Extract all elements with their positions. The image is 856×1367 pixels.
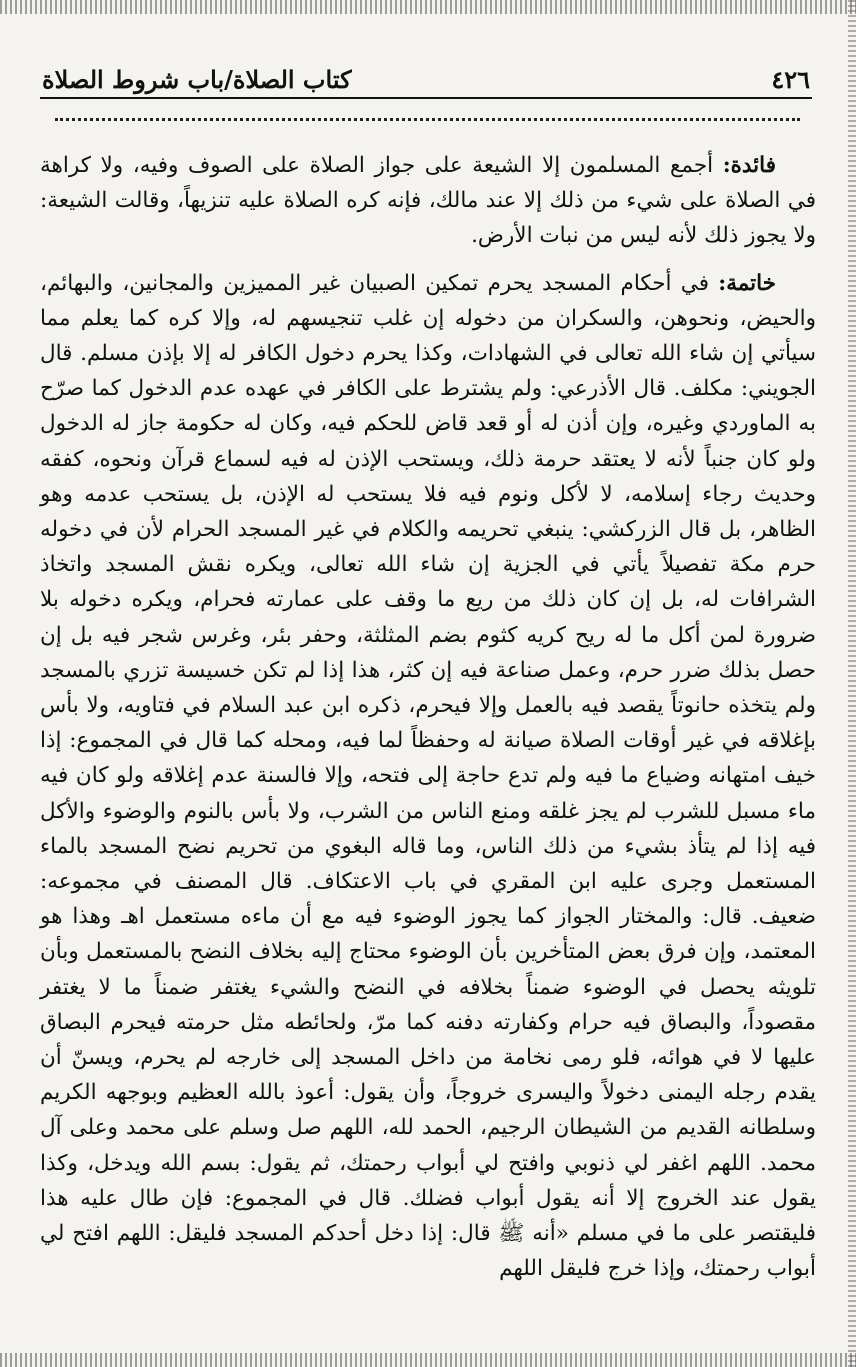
page-body (40, 148, 816, 1299)
paragraph-text: في أحكام المسجد يحرم تمكين الصبيان غير المميزين والمجانين، والبهائم، والحيض، ونحوهن، والسكران من دخوله إن غلب تنجيسهم له، وإلا كره كما يعلم مما سيأتي إن شاء الله تعالى في الشهادات، وكذا يحرم دخول الكافر له إلا بإذن مسلم. قال الجويني: مكلف. قال الأذرعي: ولم يشترط على الكافر في عهده عدم الدخول كما صرّح به الماوردي وغيره، وإن أذن له أو قعد قاض للحكم فيه، وكان له حكومة جاز له الدخول ولو كان جنباً لأنه لا يعتقد حرمة ذلك، ويستحب الإذن له فيه لسماع قرآن ونحوه، كفقه وحديث رجاء إسلامه، لا لأكل ونوم فيه فلا يستحب له الإذن، بل يستحب عدمه وهو الظاهر، بل قال الزركشي: ينبغي تحريمه والكلام في غير المسجد الحرام لأن في دخوله حرم مكة تفصيلاً يأتي في الجزية إن شاء الله تعالى، ويكره نقش المسجد واتخاذ الشرافات له، بل إن كان ذلك من ريع ما وقف على عمارته فحرام، ويكره دخوله بلا ضرورة لمن أكل ما له ريح كريه كثوم بضم المثلثة، وحفر بئر، وغرس شجر فيه بل إن حصل بذلك ضرر حرم، وعمل صناعة فيه إن كثر، هذا إذا لم تكن خسيسة تزري بالمسجد ولم يتخذه حانوتاً يقصد فيه بالعمل وإلا فيحرم، ذكره ابن عبد السلام في فتاويه، ولا بأس بإغلاقه في غير أوقات الصلاة صيانة له وحفظاً لما فيه، ومحله كما قال في المجموع: إذا خيف امتهانه وضياع ما فيه ولم تدع حاجة إلى فتحه، وإلا فالسنة عدم إغلاقه ولو كان فيه ماء مسبل للشرب لم يجز غلقه ومنع الناس من الشرب، ولا بأس بالنوم والوضوء والأكل فيه إذا لم يتأذ بشيء من ذلك الناس، وما قاله البغوي من تحريم نضح المسجد بالماء المستعمل وجرى عليه ابن المقري في باب الاعتكاف. قال المصنف في مجموعه: ضعيف. قال: والمختار الجواز كما يجوز الوضوء فيه مع أن ماءه مستعمل اهـ وهذا هو المعتمد، وإن فرق بعض المتأخرين بأن الوضوء محتاج إليه بخلاف النضح بالمستعمل وبأن تلويثه يحصل في الوضوء ضمناً بخلافه في النضح والشيء يغتفر ضمناً ما لا يغتفر مقصوداً، والبصاق فيه حرام وكفارته دفنه كما مرّ، ولحائطه مثل حرمته فيحرم البصاق عليها لا في هوائه، فلو رمى نخامة من داخل المسجد إلى خارجه لم يحرم، ويسنّ أن يقدم رجله اليمنى دخولاً واليسرى خروجاً، وأن يقول: أعوذ بالله العظيم وبوجهه الكريم وسلطانه القديم من الشيطان الرجيم، الحمد لله، اللهم صل وسلم على محمد وعلى آل محمد. اللهم اغفر لي ذنوبي وافتح لي أبواب رحمتك، ثم يقول: بسم الله ويدخل، وكذا يقول عند الخروج إلا أنه يقول أبواب فضلك. قال في المجموع: فإن طال عليه هذا فليقتصر على ما في مسلم «أنه ﷺ قال: إذا دخل أحدكم المسجد فليقل: اللهم افتح لي أبواب رحمتك، وإذا خرج فليقل اللهم (40, 270, 816, 1282)
paragraph-lead: خاتمة: (718, 270, 776, 296)
paragraph-khatima (40, 266, 816, 1287)
running-title: كتاب الصلاة/باب شروط الصلاة (42, 65, 352, 94)
decorative-border-top (0, 0, 856, 14)
dotted-separator (55, 118, 800, 121)
page-number: ٤٢٦ (771, 65, 810, 94)
paragraph-text: أجمع المسلمون إلا الشيعة على جواز الصلاة على الصوف وفيه، ولا كراهة في الصلاة على شيء من ذلك إلا عند مالك، فإنه كره الصلاة عليه تنزيهاً، وقالت الشيعة: ولا يجوز ذلك لأنه ليس من نبات الأرض. (40, 153, 816, 249)
decorative-border-side (848, 0, 856, 1367)
decorative-border-bottom (0, 1353, 856, 1367)
paragraph-faida (40, 148, 816, 254)
page-header (42, 50, 810, 94)
paragraph-lead: فائدة: (722, 153, 776, 178)
header-rule (40, 97, 812, 99)
